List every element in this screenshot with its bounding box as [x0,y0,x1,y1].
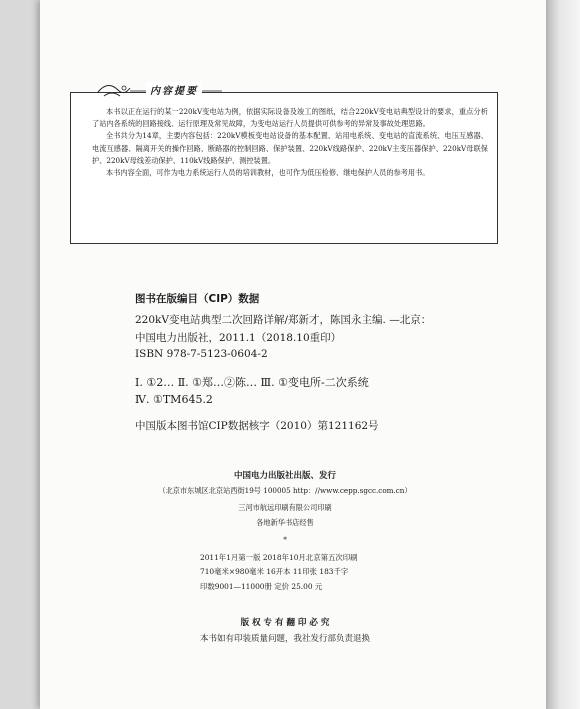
separator-star: * [283,535,287,544]
cip-classification-code: Ⅳ. ①TM645.2 [135,393,213,406]
printer-name: 三河市航远印刷有限公司印刷 [238,503,332,512]
cip-publisher-line: 中国电力出版社，2011.1（2018.10重印） [135,332,342,344]
summary-paragraph: 本书以正在运行的某一220kV变电站为例，依据实际设备及竣工的图纸，结合220kV变电站典型设计的要求，重点分析了站内各系统的回路接线、运行原理及常见故障，为变电站运行人员提供可供参考的异常及事故处理思路。 [92,107,488,129]
summary-paragraph: 本书内容全面，可作为电力系统运行人员的培训教材，也可作为低压检修、继电保护人员的参考用书。 [106,168,430,178]
page-edge [546,0,580,709]
summary-paragraph: 全书共分为14章，主要内容包括：220kV模板变电站设备的基本配置、站用电系统、变电站的直流系统、电压互感器、电流互感器、隔离开关的操作回路、断路器的控制回路、保护装置、220kV线路保护、220kV主变压器保护、220kV母联保护、220kV母线差动保护、110kV线路保护、测控装置。 [92,131,488,165]
cip-title: 图书在版编目（CIP）数据 [135,293,260,305]
cip-core-number: 中国版本图书馆CIP数据核字（2010）第121162号 [135,420,379,432]
cip-classification: Ⅰ. ①2… Ⅱ. ①郑…②陈… Ⅲ. ①变电所-二次系统 [135,376,369,389]
format-info: 710毫米×980毫米 16开本 11印张 183千字 [200,567,349,576]
summary-title: 内容提要 [146,82,202,97]
edition-info: 2011年1月第一版 2018年10月北京第五次印刷 [200,553,358,562]
return-notice: 本书如有印装质量问题，我社发行部负责退换 [199,634,370,644]
cip-isbn: ISBN 978-7-5123-0604-2 [135,348,268,360]
summary-body [92,106,488,179]
seller-info: 各地新华书店经售 [256,518,314,527]
copyright-notice: 版 权 专 有 翻 印 必 究 [240,618,330,628]
copies-price: 印数9001—11000册 定价 25.00 元 [200,582,323,591]
publisher-address: （北京市东城区北京站西街19号 100005 http：//www.cepp.sgcc.com.cn） [158,486,412,495]
cip-book-title: 220kV变电站典型二次回路详解/郑新才，陈国永主编. —北京： [135,314,432,326]
publisher-name: 中国电力出版社出版、发行 [233,471,336,481]
